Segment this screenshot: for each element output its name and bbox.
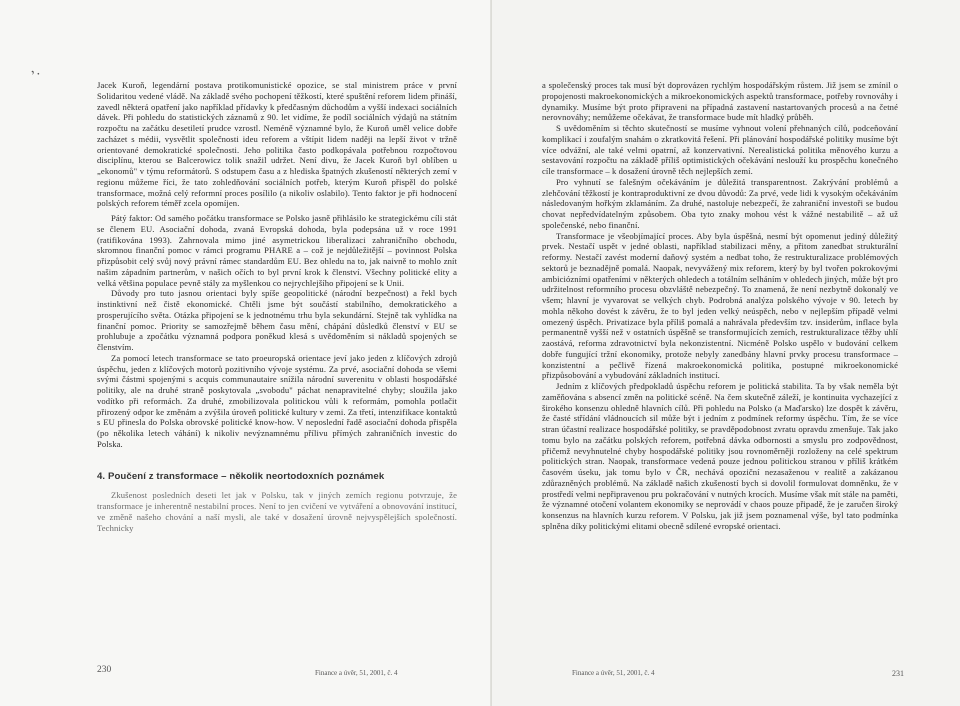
paragraph: S uvědoměním si těchto skutečností se musíme vyhnout volení přehnaných cílů, podceňování komplikací i zoufalým snahám o zkratkovitá řešení. Při plánování hospodářské politiky musíme být více odvážní, ale také velmi opatrní, až konzervativní. Nerealistická politika měnového kurzu a sestavování rozpočtu na základě příliš optimistických očekávání neslouží ku prospěchu konečného cíle transformace – k dosažení úrovně těch nejlepších zemí. xyxy=(542,123,898,176)
page-number: 231 xyxy=(892,669,904,678)
paragraph: Pro vyhnutí se falešným očekáváním je důležitá transparentnost. Zakrývání problémů a zlehčování těžkostí je kontraproduktivní ze dvou důvodů: Za prvé, vede lidi k vysokým očekáváním následovaným hořkým zklamáním. Za druhé, nastoluje nebezpečí, že zahraniční investoři se budou chovat nepředvídatelným způsobem. Oba tyto znaky mohou vést k vážné nestabilitě – až už společenské, nebo finanční. xyxy=(542,176,898,230)
right-page xyxy=(492,0,960,706)
paragraph: Jedním z klíčových předpokladů úspěchu reforem je politická stabilita. Ta by však neměla být zaměňována s absencí změn na politické scéně. Na čem skutečně záleží, je kontinuita vychazející z širokého konsenzu ohledně hlavních cílů. Při pohledu na Polsko (a Maďarsko) lze dospět k závěru, že časté střídání vládnoucích sil může být i jedním z podmínek reformy úspěchu. Tím, že se více stran účastní realizace hospodářské politiky, se pravděpodobnost zvratu opravdu zmenšuje. Tak jako tomu bylo na začátku polských reforem, potřebná dávka odbornosti a smyslu pro zodpovědnost, přičemž nevyhnutelné chyby hospodářské politiky jsou rovnoměrněji rozloženy na celé spektrum politických stran. Naopak, transformace vedená pouze jednou politickou stranou v příliš krátkém časovém úseku, jak tomu bylo v ČR, nechává opoziční nezasaženou v realitě a zakázanou zdůrazněných problémů. Na základě našich zkušeností bych si dovolil formulovat domněnku, že v prostředí velmi nepřipravenou pru pokračování v nutných krocích. Musíme však mít stále na paměti, že významné otočení volantem ekonomiky se neprovádí v chaos pouze připadě, že je zaručen široký konsenzus na hlavních kurzu reforem. V Polsku, jak již jsem poznamenal výše, byl tato podmínka splněna díky politickými elitami obecně sdílené evropské orientaci. xyxy=(542,381,898,531)
paragraph: a společenský proces tak musí být doprovázen rychlým hospodářským růstem. Již jsem se zmínil o propojenosti makroekonomických a mikroekonomických aspektů transformace, potřeby rovnováhy i dynamiky. Musíme být proto připraveni na případná zastavení nastartovaných procesů a na četné nerovnováhy; nemůžeme očekávat, že transformace bude mít hladký průběh. xyxy=(542,80,898,123)
page-number: 230 xyxy=(97,665,112,675)
right-text-column xyxy=(542,80,898,532)
paragraph: Pátý faktor: Od samého počátku transformace se Polsko jasně přihlásilo ke strategickému cíli stát se členem EU. Asociační dohoda, zvaná Evropská dohoda, byla podepsána už v roce 1991 (ratifikována 1993). Zahrnovala mimo jiné asymetrickou liberalizaci zahraničního obchodu, skromnou finanční pomoc v rámci programu PHARE a – což je nejdůležitější – povinnost Polska přizpůsobit celý svůj nový právní rámec standardům EU. Bez ohledu na to, jak naivně to mohlo znít našim západním partnerům, v našich očích to byl první krok k členství. Všechny politické elity a velká většina populace pevně stály za myšlenkou co nejrychlejšího připojení se k Unii. xyxy=(97,213,457,288)
paragraph: Jacek Kuroň, legendární postava protikomunistické opozice, se stal ministrem práce v první Solidaritou vedené vládě. Na základě svého pochopení těžkostí, které spuštění reforem lidem přináší, zavedl některá opatření jako například přídavky k předčasným důchodům a vyšší indexaci sociálních dávek. Při pohledu do statistických záznamů z 90. let vidíme, že podíl sociálních výdajů na státním rozpočtu na začátku desetiletí prudce vzrostl. Neméně významné bylo, že Kuroň uměl velice dobře zacházet s médii, vysvětlit společnosti ideu reforem a vštípit lidem naději na lepší život v tržně orientované demokratické společnosti. Jeho politika často podkopávala potřebnou rozpočtovou disciplínu, kterou se Balcerowicz tolik snažil udržet. Není divu, že Jacek Kuroň byl oblíben u „ekonomů" v týmu reformátorů. S odstupem času a z hlediska špatných zkušeností některých zemí v regionu můžeme říci, že tato zohledňování sociálních potřeb, kterým Kuroň přispěl do polské transformace, možná celý reformní proces posílilo (a nikoliv oslabilo). Tento faktor je při hodnocení polských reforem téměř zcela opomíjen. xyxy=(97,80,457,209)
running-footer: Finance a úvěr, 51, 2001, č. 4 xyxy=(315,669,398,677)
paragraph: Za pomocí letech transformace se tato proeuropská orientace jeví jako jeden z klíčových zdrojů úspěchu, jeden z klíčových motorů pozitivního vývoje systému. Za prvé, asociační dohoda se všemi svými částmi spojenými s acquis communautaire snížila národní suverenitu v oblasti hospodářské politiky, ale na druhé straně poskytovala „svobodu" páchat nenapravitelné chyby; sloužila jako vodítko při reformách. Za druhé, zmobilizovala politickou vůli k reformám, pomohla potlačit přirozený odpor ke změnám a zvýšila úroveň politické kultury v zemi. Za třetí, intenzifikace kontaktů s EU přinesla do Polska obrovské politické know-how. V neposlední řadě asociační dohoda přispěla (po několika letech váhání) k nikoliv nevýznamnému přílivu přímých zahraničních investic do Polska. xyxy=(97,352,457,449)
paragraph: Důvody pro tuto jasnou orientaci byly spíše geopolitické (národní bezpečnost) a řekl bych instinktivní než čistě ekonomické. Chtěli jsme být součástí stabilního, demokratického a prosperujícího světa. Otázka připojení se k jednotnému trhu byla sekundární. Stejně tak vyhlídka na finanční pomoc. Priority se samozřejmě během času mění, chápání důsledků členství v EU se prohlubuje a zpočátku významná podpora poněkud klesá s uvědoměním si nákladů spojených se členstvím. xyxy=(97,288,457,352)
paragraph: Zkušenost posledních deseti let jak v Polsku, tak v jiných zemích regionu potvrzuje, že transformace je inherentně nestabilní proces. Není to jen cvičení ve vytváření a obnovování institucí, ve změně našeho chování a naší mysli, ale také v dosažení úrovně nejvyspělejších společností. Technicky xyxy=(97,490,457,533)
paragraph: Transformace je všeobjímající proces. Aby byla úspěšná, nesmí být opomenut jediný důležitý prvek. Nestačí uspět v jedné oblasti, například stabilizaci měny, a přitom zanedbat strukturální reformy. Nestačí zavést moderní daňový systém a nedbat toho, že restrukturalizace problémových sektorů je beznadějně pomalá. Naopak, nevyvážený mix reforem, který by byl tvořen pokrokovými ambiciózními opatřeními v některých ohledech a totálním selháním v ohledech jiných, může být pro udržitelnost reformního procesu obzvláště nebezpečný. To znamená, že není nezbytně dokonalý ve všem; hlavní je vyvarovat se velkých chyb. Podrobná analýza polského vývoje v 90. letech by mohla někoho dovést k závěru, že to byl jeden velký neúspěch, nebo v nejlepším případě velmi omezený úspěch. Privatizace byla příliš pomalá a nahrávala především tzv. insiderům, inflace byla permanentně vyšší než v ostatních úspěšně se transformujících zemích, restrukturalizace těžby uhlí zaostává, reforma zdravotnictví byla nekonzistentní. Nicméně Polsko uspělo v budování celkem dobře fungující tržní ekonomiky, protože nebyly zanedbány hlavní prvky procesu transformace – konzistentní a pečlivě řízená makroekonomická politika, postupné mikroekonomické přizpůsobování a vybudování základních institucí. xyxy=(542,230,898,381)
section-heading: 4. Poučení z transformace – několik neortodoxních poznámek xyxy=(97,470,385,482)
margin-mark: ’· xyxy=(29,66,44,85)
running-footer: Finance a úvěr, 51, 2001, č. 4 xyxy=(572,669,655,677)
left-text-column xyxy=(97,80,457,533)
